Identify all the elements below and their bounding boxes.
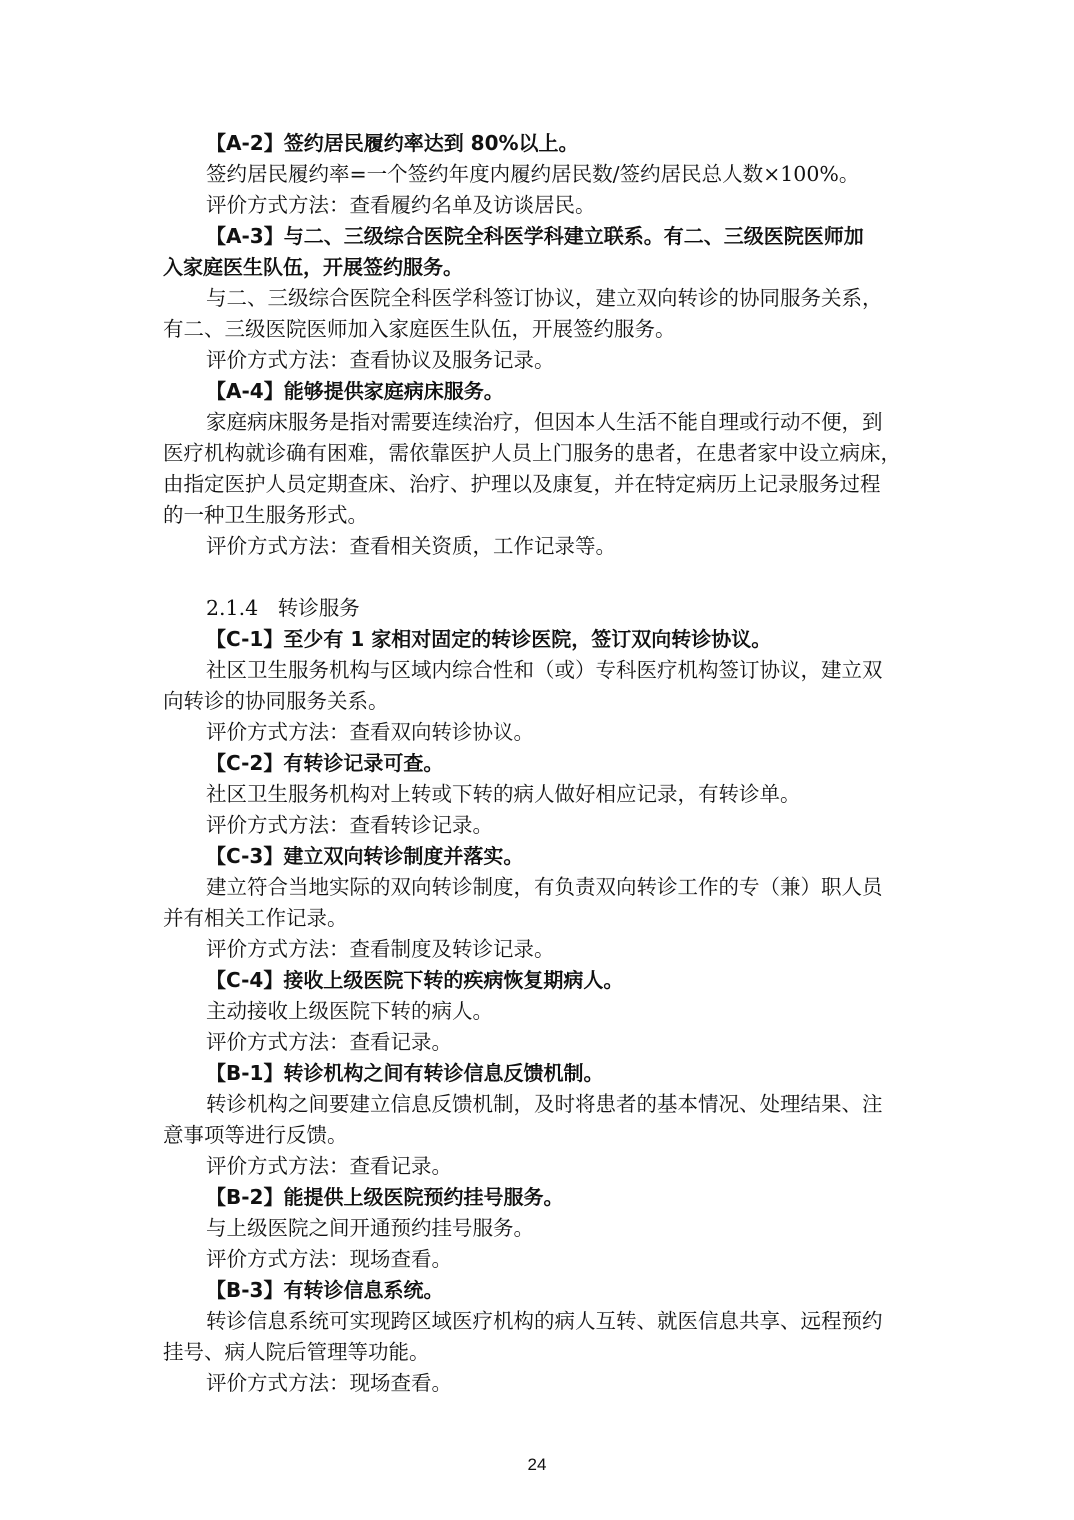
body-text-line: 挂号、病人院后管理等功能。	[163, 1340, 430, 1364]
criterion-heading-line: 入家庭医生队伍，开展签约服务。	[163, 255, 463, 279]
body-text-line: 的一种卫生服务形式。	[163, 503, 368, 527]
body-text-line: 社区卫生服务机构对上转或下转的病人做好相应记录，有转诊单。	[206, 782, 801, 806]
body-text-line: 评价方式方法：查看履约名单及访谈居民。	[206, 193, 596, 217]
body-text-line: 转诊机构之间要建立信息反馈机制，及时将患者的基本情况、处理结果、注	[206, 1092, 883, 1116]
body-text-line: 评价方式方法：现场查看。	[206, 1247, 452, 1271]
body-text-line: 社区卫生服务机构与区域内综合性和（或）专科医疗机构签订协议，建立双	[206, 658, 883, 682]
body-text-line: 与二、三级综合医院全科医学科签订协议，建立双向转诊的协同服务关系，	[206, 286, 883, 310]
body-text-line: 转诊信息系统可实现跨区域医疗机构的病人互转、就医信息共享、远程预约	[206, 1309, 883, 1333]
body-text-line: 意事项等进行反馈。	[163, 1123, 348, 1147]
body-text-line: 评价方式方法：查看协议及服务记录。	[206, 348, 555, 372]
body-text-line: 评价方式方法：现场查看。	[206, 1371, 452, 1395]
body-text-line: 评价方式方法：查看转诊记录。	[206, 813, 493, 837]
body-text-line: 评价方式方法：查看制度及转诊记录。	[206, 937, 555, 961]
body-text-line: 建立符合当地实际的双向转诊制度，有负责双向转诊工作的专（兼）职人员	[206, 875, 883, 899]
blank-line	[163, 562, 913, 593]
criterion-heading-line: 【C-1】至少有 1 家相对固定的转诊医院，签订双向转诊协议。	[206, 627, 772, 651]
document-body	[163, 128, 913, 1399]
body-text-line: 主动接收上级医院下转的病人。	[206, 999, 493, 1023]
body-text-line: 签约居民履约率=一个签约年度内履约居民数/签约居民总人数×100%。	[206, 162, 860, 186]
criterion-heading-line: 【A-4】能够提供家庭病床服务。	[206, 379, 504, 403]
body-text-line: 评价方式方法：查看双向转诊协议。	[206, 720, 534, 744]
criterion-heading-line: 【A-3】与二、三级综合医院全科医学科建立联系。有二、三级医院医师加	[206, 224, 864, 248]
criterion-heading-line: 【C-2】有转诊记录可查。	[206, 751, 444, 775]
body-text-line: 2.1.4 转诊服务	[206, 596, 360, 620]
body-text-line: 向转诊的协同服务关系。	[163, 689, 389, 713]
criterion-heading-line: 【C-3】建立双向转诊制度并落实。	[206, 844, 524, 868]
body-text-line: 由指定医护人员定期查床、治疗、护理以及康复，并在特定病历上记录服务过程	[163, 472, 881, 496]
criterion-heading-line: 【B-3】有转诊信息系统。	[206, 1278, 444, 1302]
page-number: 24	[527, 1455, 547, 1474]
body-text-line: 与上级医院之间开通预约挂号服务。	[206, 1216, 534, 1240]
criterion-heading-line: 【B-1】转诊机构之间有转诊信息反馈机制。	[206, 1061, 604, 1085]
criterion-heading-line: 【C-4】接收上级医院下转的疾病恢复期病人。	[206, 968, 624, 992]
body-text-line: 家庭病床服务是指对需要连续治疗，但因本人生活不能自理或行动不便，到	[206, 410, 883, 434]
body-text-line: 医疗机构就诊确有困难，需依靠医护人员上门服务的患者，在患者家中设立病床，	[163, 441, 901, 465]
body-text-line: 并有相关工作记录。	[163, 906, 348, 930]
body-text-line: 有二、三级医院医师加入家庭医生队伍，开展签约服务。	[163, 317, 676, 341]
body-text-line: 评价方式方法：查看记录。	[206, 1154, 452, 1178]
criterion-heading-line: 【B-2】能提供上级医院预约挂号服务。	[206, 1185, 564, 1209]
criterion-heading-line: 【A-2】签约居民履约率达到 80%以上。	[206, 131, 579, 155]
body-text-line: 评价方式方法：查看记录。	[206, 1030, 452, 1054]
body-text-line: 评价方式方法：查看相关资质，工作记录等。	[206, 534, 616, 558]
